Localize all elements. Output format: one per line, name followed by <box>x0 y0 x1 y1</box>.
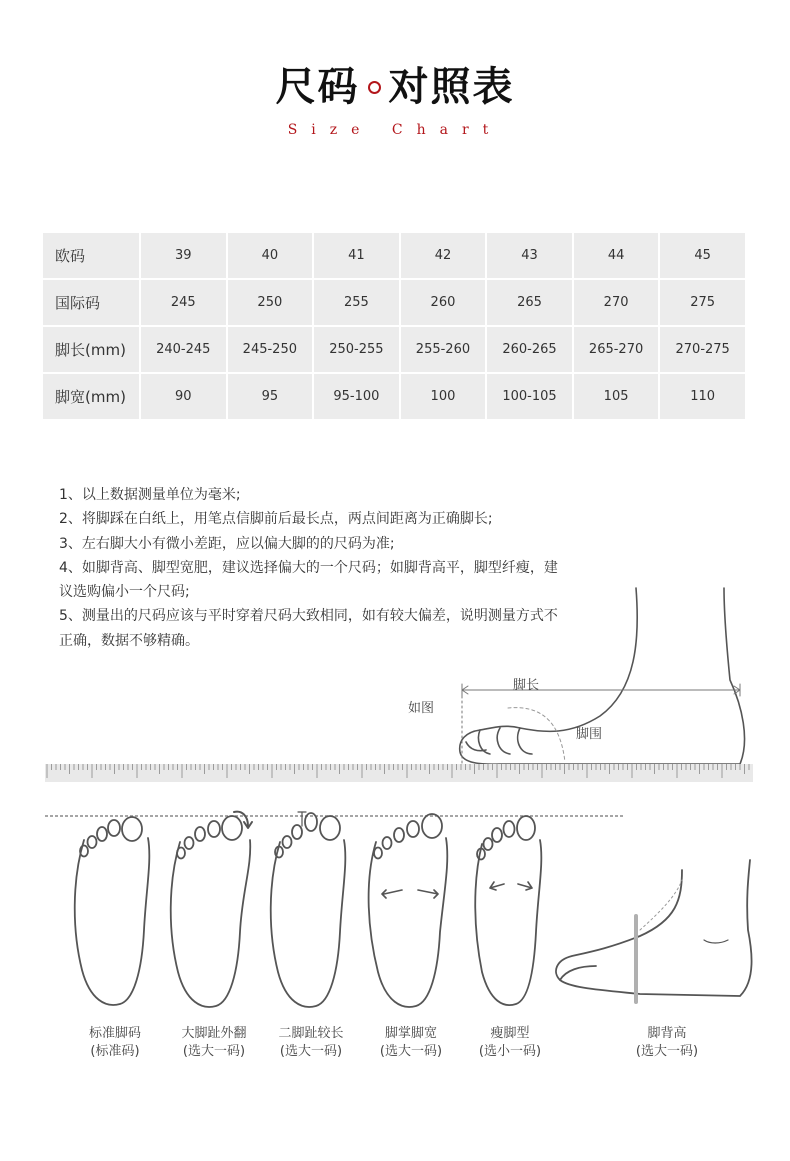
table-cell: 43 <box>487 233 572 278</box>
table-cell: 255-260 <box>401 327 486 372</box>
table-cell: 95-100 <box>314 374 399 419</box>
table-cell: 90 <box>141 374 226 419</box>
row-header: 国际码 <box>43 280 139 325</box>
table-cell: 41 <box>314 233 399 278</box>
table-cell: 270-275 <box>660 327 745 372</box>
foot-type-bunion <box>159 1025 269 1061</box>
slim-foot-icon <box>475 816 541 1005</box>
foot-girth-line-icon <box>508 708 565 762</box>
foot-type-name: 脚掌脚宽 <box>384 1026 437 1041</box>
table-cell: 42 <box>401 233 486 278</box>
table-cell: 39 <box>141 233 226 278</box>
foot-type-name: 二脚趾较长 <box>278 1026 344 1041</box>
foot-type-advice: (标准码) <box>90 1044 140 1059</box>
foot-type-name: 脚背高 <box>647 1026 687 1041</box>
title-right: 对照表 <box>388 63 515 110</box>
row-header: 脚长(mm) <box>43 327 139 372</box>
table-cell: 110 <box>660 374 745 419</box>
note-item: 4、如脚背高、脚型宽肥，建议选择偏大的一个尺码；如脚背高平，脚型纤瘦，建议选购偏小一个尺码; <box>59 559 558 601</box>
table-cell: 44 <box>574 233 659 278</box>
foot-type-advice: (选大一码) <box>279 1044 343 1059</box>
as-shown-label: 如图 <box>408 701 435 716</box>
table-cell: 100-105 <box>487 374 572 419</box>
table-cell: 250-255 <box>314 327 399 372</box>
foot-type-advice: (选小一码) <box>478 1044 542 1059</box>
foot-type-long-second-toe <box>256 1025 366 1061</box>
table-cell: 275 <box>660 280 745 325</box>
foot-type-name: 瘦脚型 <box>490 1026 530 1041</box>
wide-forefoot-icon <box>369 814 448 1007</box>
table-cell: 260-265 <box>487 327 572 372</box>
foot-type-standard <box>60 1025 170 1061</box>
table-cell: 265 <box>487 280 572 325</box>
foot-type-advice: (选大一码) <box>379 1044 443 1059</box>
foot-type-wide <box>356 1025 466 1061</box>
row-header: 欧码 <box>43 233 139 278</box>
long-second-toe-icon <box>271 812 346 1007</box>
table-cell: 255 <box>314 280 399 325</box>
foot-type-name: 标准脚码 <box>88 1026 141 1041</box>
table-cell: 240-245 <box>141 327 226 372</box>
table-cell: 105 <box>574 374 659 419</box>
foot-type-advice: (选大一码) <box>635 1044 699 1059</box>
table-cell: 250 <box>228 280 313 325</box>
table-cell: 245-250 <box>228 327 313 372</box>
table-cell: 265-270 <box>574 327 659 372</box>
note-item: 3、左右脚大小有微小差距，应以偏大脚的的尺码为准; <box>59 535 395 552</box>
row-header: 脚宽(mm) <box>43 374 139 419</box>
ruler-icon <box>45 764 753 816</box>
foot-length-label: 脚长 <box>513 678 540 693</box>
table-cell: 40 <box>228 233 313 278</box>
page-subtitle: Size Chart <box>287 122 503 138</box>
table-cell: 245 <box>141 280 226 325</box>
high-instep-foot-icon <box>556 860 752 1002</box>
note-item: 5、测量出的尺码应该与平时穿着尺码大致相同，如有较大偏差，说明测量方式不正确，数据不够精确。 <box>59 608 558 649</box>
table-cell: 270 <box>574 280 659 325</box>
table-cell: 100 <box>401 374 486 419</box>
foot-type-slim <box>455 1025 565 1061</box>
title-left: 尺码 <box>275 63 360 110</box>
note-item: 2、将脚踩在白纸上，用笔点信脚前后最长点，两点间距离为正确脚长; <box>59 511 493 528</box>
foot-type-advice: (选大一码) <box>182 1044 246 1059</box>
foot-girth-label: 脚围 <box>576 727 603 742</box>
foot-type-high-instep <box>612 1025 722 1061</box>
table-cell: 95 <box>228 374 313 419</box>
bunion-foot-icon <box>171 812 252 1007</box>
note-item: 1、以上数据测量单位为毫米; <box>59 487 241 503</box>
table-cell: 260 <box>401 280 486 325</box>
foot-type-name: 大脚趾外翻 <box>181 1026 247 1041</box>
side-foot-icon <box>460 588 745 764</box>
table-cell: 45 <box>660 233 745 278</box>
standard-foot-icon <box>75 817 150 1005</box>
